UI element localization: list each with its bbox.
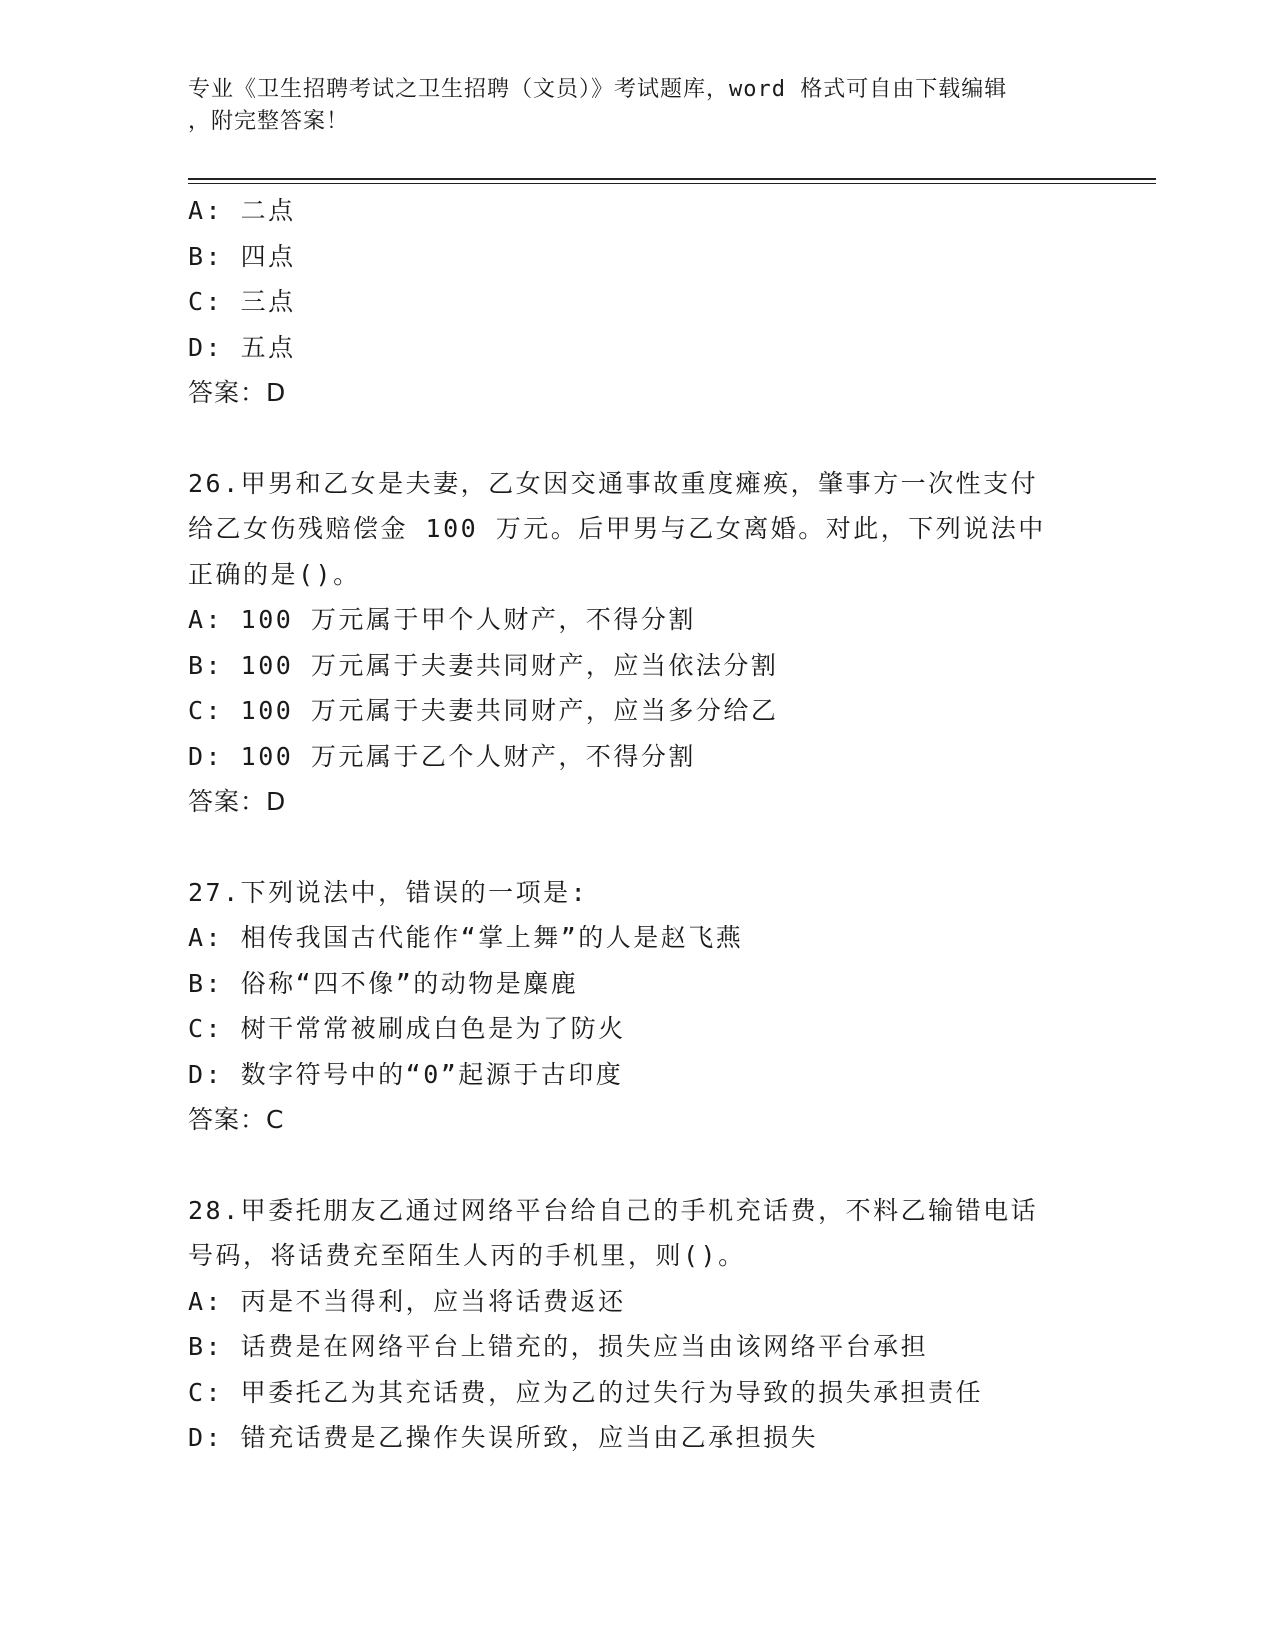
question-26 <box>188 461 1088 825</box>
option-d: D: 数字符号中的“0”起源于古印度 <box>188 1059 624 1089</box>
option-a: A: 相传我国古代能作“掌上舞”的人是赵飞燕 <box>188 923 744 952</box>
question-stem-line: 号码，将话费充至陌生人丙的手机里，则()。 <box>188 1241 746 1270</box>
question-stem-line: 28.甲委托朋友乙通过网络平台给自己的手机充话费，不料乙输错电话 <box>188 1195 1039 1225</box>
option-a: A: 100 万元属于甲个人财产，不得分割 <box>188 605 696 634</box>
header-line-2: ，附完整答案！ <box>188 109 350 134</box>
answer: 答案：D <box>188 787 287 816</box>
option-b: B: 俗称“四不像”的动物是麋鹿 <box>188 968 579 998</box>
option-c: C: 三点 <box>188 287 296 316</box>
question-stem-line: 27.下列说法中，错误的一项是: <box>188 877 589 907</box>
answer: 答案：D <box>188 378 287 407</box>
option-d: D: 错充话费是乙操作失误所致，应当由乙承担损失 <box>188 1423 819 1452</box>
answer: 答案：C <box>188 1105 285 1134</box>
header-rule-thick <box>188 178 1156 180</box>
option-b: B: 话费是在网络平台上错充的，损失应当由该网络平台承担 <box>188 1332 929 1361</box>
option-d: D: 100 万元属于乙个人财产，不得分割 <box>188 741 696 771</box>
option-c: C: 树干常常被刷成白色是为了防火 <box>188 1014 626 1043</box>
question-stem-line: 26.甲男和乙女是夫妻，乙女因交通事故重度瘫痪，肇事方一次性支付 <box>188 468 1039 498</box>
option-b: B: 100 万元属于夫妻共同财产，应当依法分割 <box>188 650 779 680</box>
question-27 <box>188 870 1088 1143</box>
header-rule-thin <box>188 183 1156 184</box>
question-stem-line: 正确的是()。 <box>188 559 361 589</box>
option-c: C: 甲委托乙为其充话费，应为乙的过失行为导致的损失承担责任 <box>188 1377 984 1407</box>
question-stem-line: 给乙女伤残赔偿金 100 万元。后甲男与乙女离婚。对此，下列说法中 <box>188 514 1046 543</box>
option-b: B: 四点 <box>188 241 296 271</box>
document-header <box>188 74 1078 138</box>
option-a: A: 丙是不当得利，应当将话费返还 <box>188 1286 626 1316</box>
question-list <box>188 188 1088 1461</box>
question-25 <box>188 188 1088 416</box>
header-line-1: 专业《卫生招聘考试之卫生招聘（文员）》考试题库，word 格式可自由下载编辑 <box>188 77 1008 102</box>
question-28 <box>188 1188 1088 1461</box>
option-d: D: 五点 <box>188 332 296 362</box>
option-c: C: 100 万元属于夫妻共同财产，应当多分给乙 <box>188 696 779 725</box>
option-a: A: 二点 <box>188 196 296 225</box>
